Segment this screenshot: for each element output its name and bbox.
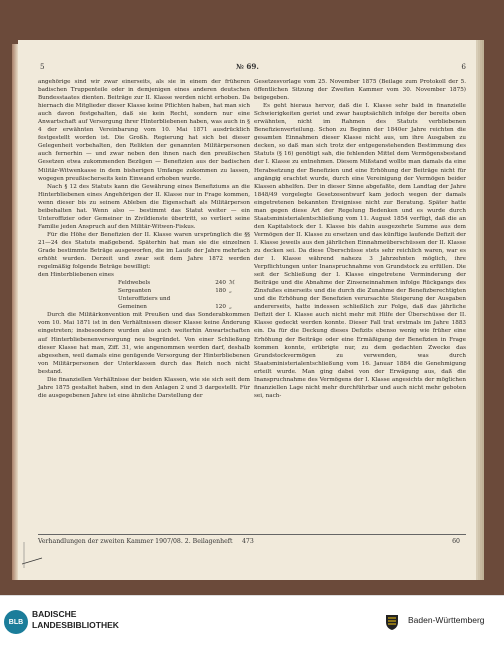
- blb-logo-icon[interactable]: BLB: [4, 610, 28, 634]
- amount-cell: [204, 295, 226, 303]
- unit-cell: „: [229, 288, 232, 295]
- blb-line2: LANDESBIBLIOTHEK: [32, 620, 119, 630]
- footer-rule: [38, 534, 466, 535]
- document-page: [18, 40, 476, 580]
- left-column: [38, 78, 250, 400]
- unit-cell: ℳ: [229, 280, 236, 287]
- blb-wordmark[interactable]: [32, 609, 119, 631]
- blb-line1: BADISCHE: [32, 609, 77, 619]
- table-row: [38, 295, 250, 303]
- table-row: [38, 279, 250, 287]
- table-row: [38, 303, 250, 311]
- rank-cell: Sergeanten: [118, 288, 152, 295]
- table-row: [38, 287, 250, 295]
- viewer-branding-bar: [0, 595, 504, 646]
- paragraph: Die finanziellen Verhältnisse der beiden Klassen, wie sie sich seit dem Jahre 1875 gestaltet haben, sind in den Anlagen 2 und 3 dargestellt. Für die ausgegebenen Jahre ist eine ähnliche Darstellung der: [38, 376, 250, 399]
- unit-cell: [226, 295, 243, 303]
- amount-cell: 180: [215, 288, 226, 295]
- rank-cell: Gemeinen: [118, 304, 147, 311]
- paragraph: Durch die Militärkonvention mit Preußen und das Sonderabkommen vom 10. Mai 1871 ist in den Verhältnissen dieser Klasse keine Änderung eingetreten; insbesondere wurden also auch weiterhin Anwartschaften auf Hinterbliebenenversorgung neu begründet. Von einer Schließung dieser Klasse hat man, Ziff. 31, wie angenommen werden darf, deshalb abgesehen, weil damals eine genügende Versorgung der Hinterbliebenen von Militärpersonen der Unterklassen durch das Reich noch nicht bestand.: [38, 312, 250, 375]
- footer-sheet-number: 60: [452, 538, 460, 545]
- paragraph: Es geht hieraus hervor, daß die I. Klasse sehr bald in finanzielle Schwierigkeiten geriet und zwar hauptsächlich infolge der bereits oben erwähnten, nicht im Rahmen des Statuts verbliebenen Benefizienverteilung. Schon zu Beginn der 1840er Jahre reichten die gesamten Einnahmen dieser Klasse nicht aus, um ihre Ausgaben zu decken, so daß man sich trotz der entgegenstehenden Bestimmung des Statuts (§ 16) genötigt sah, die fehlenden Mittel dem Vermögensbestand der I. Klasse zu entnehmen. Diesem Mißstand wollte man damals da eine Herabsetzung der Benefizien und eine Erhöhung der Beiträge nicht für angängig erachtet wurde, durch eine Vereinigung der Vermögen beider Klassen abhelfen. Der in dieser Sinne abgefaßte, dem Landtag der Jahre 1848/49 vorgelegte Gesetzesentwurf kam jedoch wegen der damals eingetretenen bekannten Ereignisse nicht zur Beratung. Später hatte man gegen diese Art der Regelung Bedenken und es wurde durch Staatsministerialentschließung vom 11. August 1854 verfügt, daß die an den Kapitalstock der I. Klasse bis dahin ausgezehrte Summe aus dem Vermögen der II. Klasse zu ersetzen und das künftige laufende Defizit der I. Klasse jeweils aus den jährlichen Einnahmeüberschüssen der II. Klasse zu decken sei. Da diese Überschüsse stets sehr reichlich waren, war es der I. Klasse während nahezu 3 Jahrzehnten möglich, ihre Verpflichtungen unter Inanspruchnahme von Grundstock zu erfüllen. Die seit der Schließung der I. Klasse eingetretene Verminderung der Beiträge und die Abnahme der Zinseneinnahmen infolge Rückgangs des Zinsfußes einerseits und die durch die Zunahme der Benefizberechtigten und die Erhöhung der Benefizien verursachte Steigerung der Ausgaben andererseits, hatte indessen schließlich zur Folge, daß das jährliche Defizit der I. Klasse auch nicht mehr mit Hilfe der Überschüsse der II. Klasse gedeckt werden konnte. Dieser Fall trat erstmals im Jahre 1883 ein. Da für die Deckung dieses Defizits ebenso wenig wie früher eine Erhöhung der Beiträge oder eine Ermäßigung der Benefizien in Frage kommen konnte, erübrigte nur, zu dem gedachten Zwecke das Grundstockvermögen zu verwenden, was durch Staatsministerialentschließung vom 16. Januar 1884 die Genehmigung erteilt wurde. Man ging dabei von der Erwägung aus, daß die Inanspruchnahme des Vermögens der I. Klasse angesichts der möglichen finanziellen Lage nicht mehr durchführbar und auch nicht mehr geboten sei, nach-: [254, 103, 466, 399]
- header-page-left: 5: [40, 62, 45, 71]
- benefit-table: [38, 279, 250, 311]
- bw-label[interactable]: Baden-Württemberg: [408, 615, 485, 625]
- right-column: [254, 78, 466, 400]
- margin-mark-icon: [22, 530, 44, 570]
- paragraph: Für die Höhe der Benefizien der II. Klasse waren ursprünglich die §§ 21—24 des Statuts maßgebend. Späterhin hat man sie die einzelnen Grade bestimmte Beträge ausgeworfen, die im Laufe der Jahre mehrfach erhöht wurden. Derzeit und zwar seit dem Jahre 1872 werden regelmäßig folgende Beträge bewilligt:: [38, 231, 250, 271]
- amount-cell: 120: [215, 304, 226, 311]
- rank-cell: Unteroffiziers und: [118, 296, 171, 303]
- page-footer: [38, 538, 466, 550]
- paragraph: Nach § 12 des Statuts kann die Gewährung eines Benefiziums an die Hinterbliebenen eines Angehörigen der II. Klasse nur in Frage kommen, wenn dieser bis zu seinem Ableben die Eigenschaft als Militärperson beibehalten hat. Wenn also — bestimmt das Statut weiter — ein Unteroffizier oder Gemeiner in Zivildienste übertritt, so verliert seine Familie jeden Anspruch auf den Militär-Witwen-Fiskus.: [38, 183, 250, 230]
- rank-cell: Feldwebels: [118, 280, 151, 287]
- paragraph: angehörige sind wir zwar einerseits, als sie in einem der früheren badischen Truppenteile oder in demjenigen eines anderen deutschen Bundesstaates dienten. Beiträge zur II. Klasse werden nicht erhoben. Da hiernach die Mitglieder dieser Klasse keine Pflichten haben, hat man sich auch davon festgehalten, daß sie kein Recht, sondern nur eine Anwartschaft auf Versorgung ihrer Hinterbliebenen haben, was auch in § 4 der erwähnten Vereinbarung vom 10. Mai 1871 ausdrücklich festgestellt worden ist. Die Großh. Regierung hat sich bei dieser Gelegenheit vorbehalten, den Relikten der genannten Militärpersonen auch fernerhin — und zwar neben den ihnen nach den preußischen Gesetzen etwa zukommenden Bezügen — Benefizien aus der badischen Militär-Witwenkasse in dem bisherigen Umfange zukommen zu lassen, wogegen preußischerseits kein Einwand erhoben wurde.: [38, 79, 250, 182]
- footer-page-number: 473: [242, 538, 254, 545]
- footer-source: Verhandlungen der zweiten Kammer 1907/08. 2. Beilagenheft: [38, 538, 233, 545]
- amount-cell: 240: [215, 280, 226, 287]
- header-page-right: 6: [461, 62, 466, 71]
- paragraph: Gesetzesvorlage vom 25. November 1875 (Beilage zum Protokoll der 5. öffentlichen Sitzung der Zweiten Kammer vom 30. November 1875) beigegeben.: [254, 79, 466, 102]
- table-caption: den Hinterbliebenen eines: [38, 272, 114, 279]
- unit-cell: „: [229, 304, 232, 311]
- header-number: № 69.: [236, 62, 259, 71]
- page-header: [18, 62, 476, 76]
- coat-of-arms-icon[interactable]: [382, 612, 402, 632]
